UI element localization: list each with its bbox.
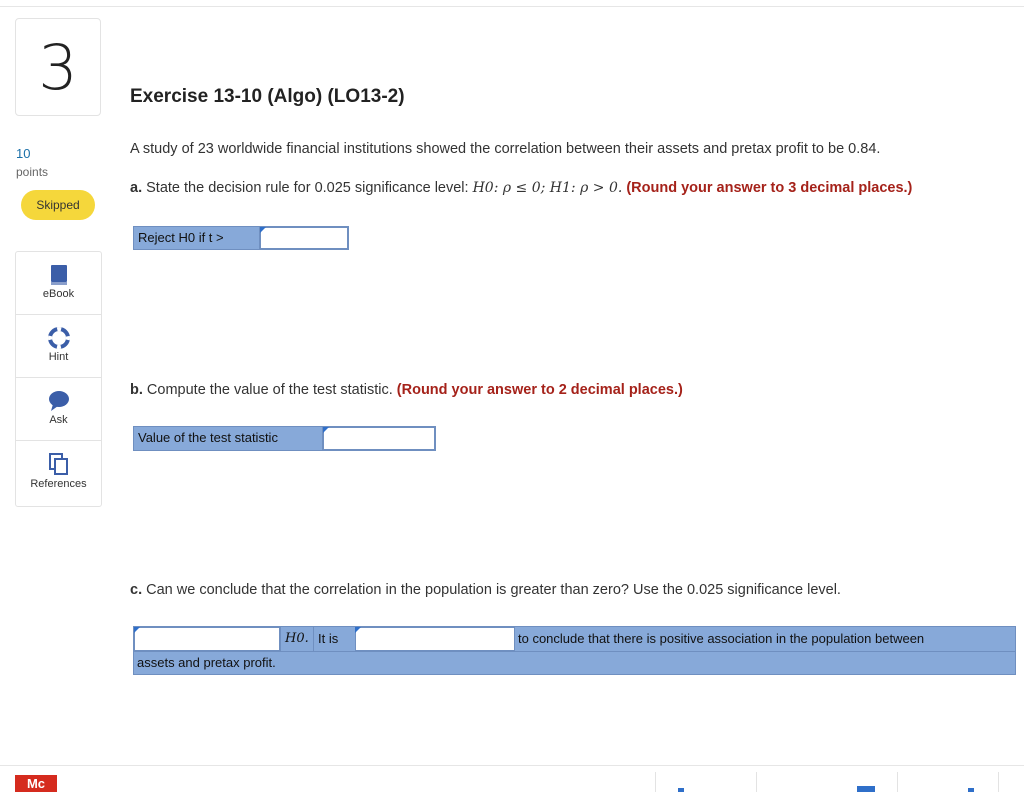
input-flag-icon: [134, 627, 140, 633]
ebook-button[interactable]: [16, 252, 101, 315]
next-button[interactable]: [897, 772, 999, 792]
question-map-button[interactable]: [756, 772, 897, 792]
references-button[interactable]: [16, 441, 101, 504]
copy-pages-icon: [49, 453, 69, 475]
part-c-text: Can we conclude that the correlation in the population is greater than zero? Use the 0.025 significance level.: [146, 582, 841, 598]
ask-label: Ask: [49, 414, 68, 426]
part-c-h0: H0.: [285, 631, 309, 646]
status-badge: Skipped: [21, 190, 95, 220]
bottom-divider: [0, 765, 1024, 766]
book-icon: [50, 264, 68, 286]
row-divider: [134, 651, 1015, 652]
part-b-question: [130, 382, 683, 398]
hint-label: Hint: [48, 351, 69, 363]
part-c-dropdown-2[interactable]: [355, 627, 515, 651]
part-b-letter: b.: [130, 382, 143, 398]
lifebuoy-icon: [48, 327, 70, 349]
prev-button[interactable]: [655, 772, 756, 792]
input-flag-icon: [355, 627, 361, 633]
part-b-instruction: (Round your answer to 2 decimal places.): [396, 382, 683, 398]
part-a-answer-input[interactable]: [259, 226, 349, 250]
part-a-letter: a.: [130, 180, 143, 196]
grid-icon: [857, 786, 875, 792]
part-a-instruction: (Round your answer to 3 decimal places.): [626, 180, 913, 196]
part-c-tail: to conclude that there is positive association in the population between: [518, 631, 925, 646]
part-c-it-is: It is: [318, 631, 339, 646]
part-a-hypotheses: H0: ρ ≤ 0; H1: ρ > 0.: [472, 180, 623, 196]
question-number: 3: [15, 18, 101, 116]
problem-intro: A study of 23 worldwide financial institutions showed the correlation between their assets and pretax profit to be 0.84.: [130, 141, 881, 157]
mcgraw-hill-logo: Mc: [15, 775, 57, 792]
part-c-line2: assets and pretax profit.: [137, 655, 276, 670]
part-c-question: [130, 582, 841, 598]
ask-button[interactable]: [16, 378, 101, 441]
exercise-title: Exercise 13-10 (Algo) (LO13-2): [130, 86, 405, 107]
part-a-text: State the decision rule for 0.025 significance level:: [146, 180, 473, 196]
part-a-question: [130, 180, 912, 196]
part-c-answer-row: [133, 626, 1016, 675]
part-c-letter: c.: [130, 582, 143, 598]
prev-arrow-icon: [678, 788, 684, 792]
part-c-dropdown-1[interactable]: [134, 627, 280, 651]
points-value: 10: [16, 146, 31, 161]
hint-button[interactable]: [16, 315, 101, 378]
part-b-row-label: Value of the test statistic: [133, 426, 323, 451]
top-divider: [0, 6, 1024, 7]
speech-bubble-icon: [48, 390, 70, 412]
ebook-label: eBook: [42, 288, 75, 300]
input-flag-icon: [323, 427, 329, 433]
references-label: References: [30, 478, 87, 490]
cell-divider: [313, 627, 314, 651]
tools-panel: [15, 251, 102, 507]
points-label: points: [16, 165, 49, 179]
cell-divider: [280, 627, 281, 651]
part-b-answer-input[interactable]: [322, 426, 436, 451]
input-flag-icon: [260, 227, 266, 233]
part-a-row-label: Reject H0 if t >: [133, 226, 260, 250]
part-b-text: Compute the value of the test statistic.: [146, 382, 397, 398]
next-arrow-icon: [968, 788, 974, 792]
